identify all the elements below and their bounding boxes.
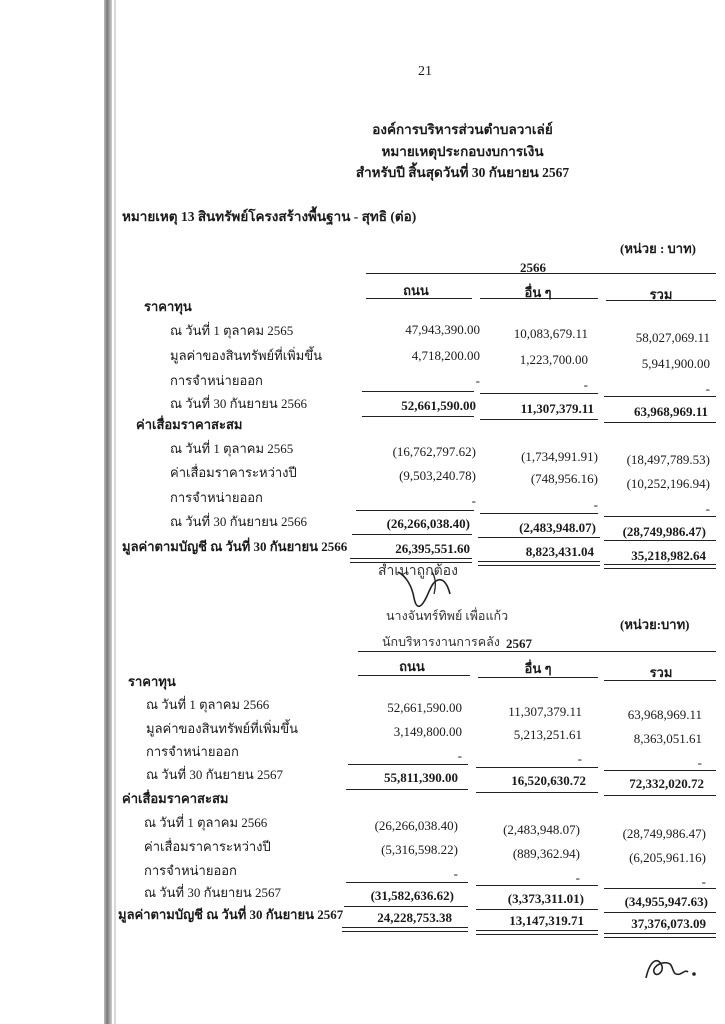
dep-heading: ค่าเสื่อมราคาสะสม (122, 791, 229, 806)
cell-value: 72,332,020.72 (629, 776, 704, 791)
cell-value: (10,252,196.94) (626, 476, 710, 491)
col-header-other: อื่น ๆ (524, 661, 552, 676)
col-header-other: อื่น ๆ (524, 285, 552, 300)
col-rule (366, 298, 472, 299)
cell-value: (6,205,961.16) (629, 850, 706, 865)
cell-value: 10,083,679.11 (513, 326, 588, 341)
double-rule (478, 561, 600, 566)
subtotal-rule (348, 764, 468, 765)
cell-value: - (475, 373, 480, 388)
col-rule (478, 677, 598, 678)
double-rule (604, 933, 716, 938)
cell-value: 37,376,073.09 (631, 916, 706, 931)
cell-value: 35,218,982.64 (631, 548, 706, 563)
subtotal-rule (362, 391, 474, 392)
col-header-total: รวม (649, 665, 673, 680)
cell-value: (28,749,986.47) (622, 524, 706, 539)
cell-value: 8,363,051.61 (633, 731, 702, 746)
col-rule (358, 675, 470, 676)
cost-heading: ราคาทุน (144, 299, 192, 314)
total-rule (478, 537, 600, 538)
cell-value: 16,520,630.72 (511, 773, 586, 788)
row-label: มูลค่าของสินทรัพย์ที่เพิ่มขึ้น (170, 348, 323, 363)
book-value-label: มูลค่าตามบัญชี ณ วันที่ 30 กันยายน 2566 (122, 539, 348, 554)
cell-value: - (705, 381, 710, 396)
cell-value: (2,483,948.07) (519, 520, 596, 535)
subtotal-rule (346, 882, 468, 883)
unit-label-2567: (หน่วย:บาท) (620, 617, 690, 632)
row-label: ณ วันที่ 30 กันยายน 2566 (170, 396, 307, 411)
cell-value: 11,307,379.11 (520, 401, 594, 416)
total-rule (480, 419, 598, 420)
cell-value: - (453, 866, 458, 881)
page-number: 21 (418, 64, 432, 79)
org-title: องค์การบริหารส่วนตำบลวาเล่ย์ (372, 122, 553, 137)
certified-stamp: สำเนาถูกต้อง (378, 564, 458, 579)
cell-value: 13,147,319.71 (509, 913, 584, 928)
cell-value: 52,661,590.00 (387, 700, 462, 715)
cell-value: (28,749,986.47) (622, 826, 706, 841)
row-label: ณ วันที่ 1 ตุลาคม 2565 (170, 441, 294, 456)
cell-value: 24,228,753.38 (377, 910, 452, 925)
row-label: มูลค่าของสินทรัพย์ที่เพิ่มขึ้น (146, 721, 299, 736)
cell-value: 55,811,390.00 (383, 770, 458, 785)
row-label: การจำหน่ายออก (144, 863, 237, 878)
subtotal-rule (604, 888, 716, 889)
cell-value: 26,395,551.60 (395, 541, 470, 556)
period-title: สำหรับปี สิ้นสุดวันที่ 30 กันยายน 2567 (355, 165, 570, 180)
cell-value: (26,266,038.40) (374, 818, 458, 833)
subtotal-rule (604, 770, 716, 771)
cell-value: - (471, 493, 476, 508)
signer-position: นักบริหารงานการคลัง (382, 635, 500, 649)
signer-name: นางจันทร์ทิพย์ เพื่อแก้ว (386, 609, 509, 623)
row-label: ณ วันที่ 1 ตุลาคม 2566 (144, 815, 268, 830)
row-label: ณ วันที่ 30 กันยายน 2567 (146, 767, 283, 782)
subtotal-rule (476, 885, 598, 886)
cell-value: - (577, 751, 582, 766)
header-rule (366, 273, 716, 274)
total-rule (344, 906, 468, 907)
total-rule (476, 792, 598, 793)
cell-value: (9,503,240.78) (399, 468, 476, 483)
cell-value: - (705, 501, 710, 516)
total-rule (352, 534, 472, 535)
double-rule (342, 927, 468, 932)
cell-value: - (701, 874, 706, 889)
cell-value: 63,968,969.11 (627, 707, 702, 722)
double-rule (476, 930, 598, 935)
cell-value: (5,316,598.22) (381, 842, 458, 857)
cell-value: 4,718,200.00 (411, 348, 480, 363)
cell-value: 11,307,379.11 (508, 704, 582, 719)
cell-value: (2,483,948.07) (503, 822, 580, 837)
cell-value: (1,734,991.91) (521, 449, 598, 464)
row-label: ค่าเสื่อมราคาระหว่างปี (144, 839, 271, 854)
row-label: การจำหน่ายออก (170, 373, 263, 388)
cell-value: 5,213,251.61 (513, 727, 582, 742)
cell-value: 3,149,800.00 (393, 724, 462, 739)
cell-value: 5,941,900.00 (641, 356, 710, 371)
cell-value: (26,266,038.40) (386, 516, 470, 531)
total-rule (362, 416, 474, 417)
subtotal-rule (604, 516, 716, 517)
row-label: ค่าเสื่อมราคาระหว่างปี (170, 465, 297, 480)
col-header-road: ถนน (399, 659, 425, 674)
col-rule (480, 298, 598, 299)
col-header-total: รวม (649, 287, 673, 302)
total-rule (604, 540, 716, 541)
year-header-2566: 2566 (520, 260, 546, 275)
row-label: ณ วันที่ 30 กันยายน 2567 (144, 885, 281, 900)
cell-value: 63,968,969.11 (633, 404, 708, 419)
total-rule (476, 909, 598, 910)
total-rule (604, 912, 716, 913)
row-label: ณ วันที่ 30 กันยายน 2566 (170, 514, 307, 529)
cell-value: (34,955,947.63) (624, 894, 708, 909)
cell-value: 58,027,069.11 (635, 330, 710, 345)
subtotal-rule (476, 767, 598, 768)
book-value-label: มูลค่าตามบัญชี ณ วันที่ 30 กันยายน 2567 (118, 907, 344, 922)
col-rule (606, 300, 716, 301)
cell-value: (3,373,311.01) (507, 891, 584, 906)
subtotal-rule (480, 513, 598, 514)
cell-value: - (583, 377, 588, 392)
cell-value: - (457, 748, 462, 763)
col-header-road: ถนน (403, 283, 429, 298)
cell-value: 1,223,700.00 (519, 352, 588, 367)
row-label: การจำหน่ายออก (146, 744, 239, 759)
handwritten-initials (640, 950, 700, 986)
dep-heading: ค่าเสื่อมราคาสะสม (136, 417, 243, 432)
cell-value: 52,661,590.00 (401, 398, 476, 413)
cell-value: - (593, 497, 598, 512)
cell-value: 47,943,390.00 (405, 322, 480, 337)
cell-value: (31,582,636.62) (370, 888, 454, 903)
cell-value: (16,762,797.62) (392, 444, 476, 459)
subtotal-rule (480, 393, 598, 394)
cell-value: - (697, 755, 702, 770)
double-rule (604, 564, 716, 569)
cell-value: (18,497,789.53) (626, 452, 710, 467)
total-rule (346, 789, 468, 790)
row-label: การจำหน่ายออก (170, 490, 263, 505)
total-rule (604, 795, 716, 796)
subtotal-rule (604, 396, 716, 397)
row-label: ณ วันที่ 1 ตุลาคม 2566 (146, 697, 270, 712)
cost-heading: ราคาทุน (128, 674, 176, 689)
cell-value: (748,956.16) (530, 471, 598, 486)
doc-title: หมายเหตุประกอบงบการเงิน (381, 144, 544, 159)
subtotal-rule (356, 510, 474, 511)
total-rule (604, 422, 716, 423)
row-label: ณ วันที่ 1 ตุลาคม 2565 (170, 323, 294, 338)
unit-label-2566: (หน่วย : บาท) (620, 241, 696, 256)
cell-value: 8,823,431.04 (525, 544, 594, 559)
note-title: หมายเหตุ 13 สินทรัพย์โครงสร้างพื้นฐาน - สุทธิ (ต่อ) (122, 209, 417, 224)
header-rule (358, 651, 716, 652)
year-header-2567: 2567 (506, 636, 532, 651)
col-rule (604, 680, 716, 681)
cell-value: (889,362.94) (512, 846, 580, 861)
cell-value: - (575, 870, 580, 885)
